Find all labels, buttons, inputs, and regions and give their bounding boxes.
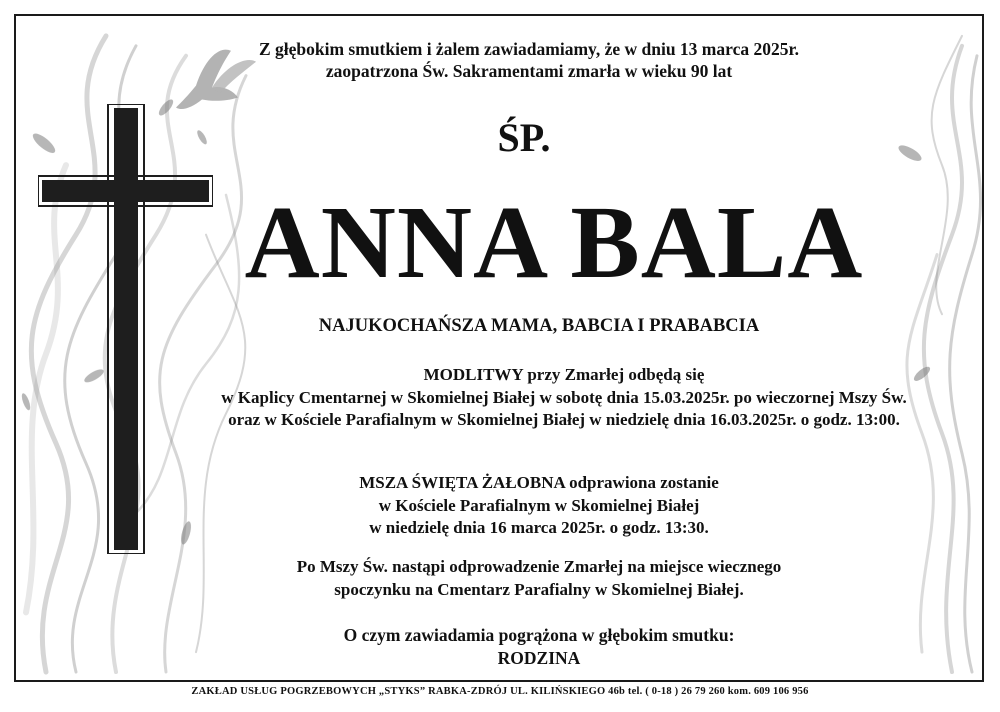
prayers-line: MODLITWY przy Zmarłej odbędą się [423,365,705,384]
prayers-line: oraz w Kościele Parafialnym w Skomielnej Białej w niedzielę dnia 16.03.2025r. o godz. 13:00. [228,410,900,429]
closing-signature [16,624,982,669]
deceased-name: ANNA BALA [244,185,864,300]
burial-info [16,556,982,601]
title-prefix: ŚP. [497,115,551,160]
prayers-info [16,364,982,432]
prayers-line: w Kaplicy Cmentarnej w Skomielnej Białej w sobotę dnia 15.03.2025r. po wieczornej Mszy Św. [221,387,907,407]
funeral-home-footer: ZAKŁAD USŁUG POGRZEBOWYCH „STYKS” RABKA-ZDRÓJ UL. KILIŃSKIEGO 46b tel. ( 0-18 ) 26 79 260 kom. 609 106 956 [191,686,809,697]
family-relation: NAJUKOCHAŃSZA MAMA, BABCIA I PRABABCIA [318,316,760,336]
burial-line: Po Mszy Św. nastąpi odprowadzenie Zmarłej na miejsce wiecznego [296,557,782,576]
intro-line: Z głębokim smutkiem i żalem zawiadamiamy, że w dniu 13 marca 2025r. [258,39,800,59]
mass-line: w Kościele Parafialnym w Skomielnej Białej [378,495,700,515]
announcement-intro [16,38,982,82]
burial-line: spoczynku na Cmentarz Parafialny w Skomielnej Białej. [334,579,744,599]
mass-line: MSZA ŚWIĘTA ŻAŁOBNA odprawiona zostanie [359,473,719,492]
funeral-mass-info [16,472,982,540]
closing-line: O czym zawiadamia pogrążona w głębokim smutku: [343,625,735,645]
family-signature: RODZINA [497,647,581,668]
intro-line: zaopatrzona Św. Sakramentami zmarła w wieku 90 lat [325,61,733,81]
mass-line: w niedzielę dnia 16 marca 2025r. o godz. 13:30. [369,518,709,537]
obituary-frame [14,14,984,682]
